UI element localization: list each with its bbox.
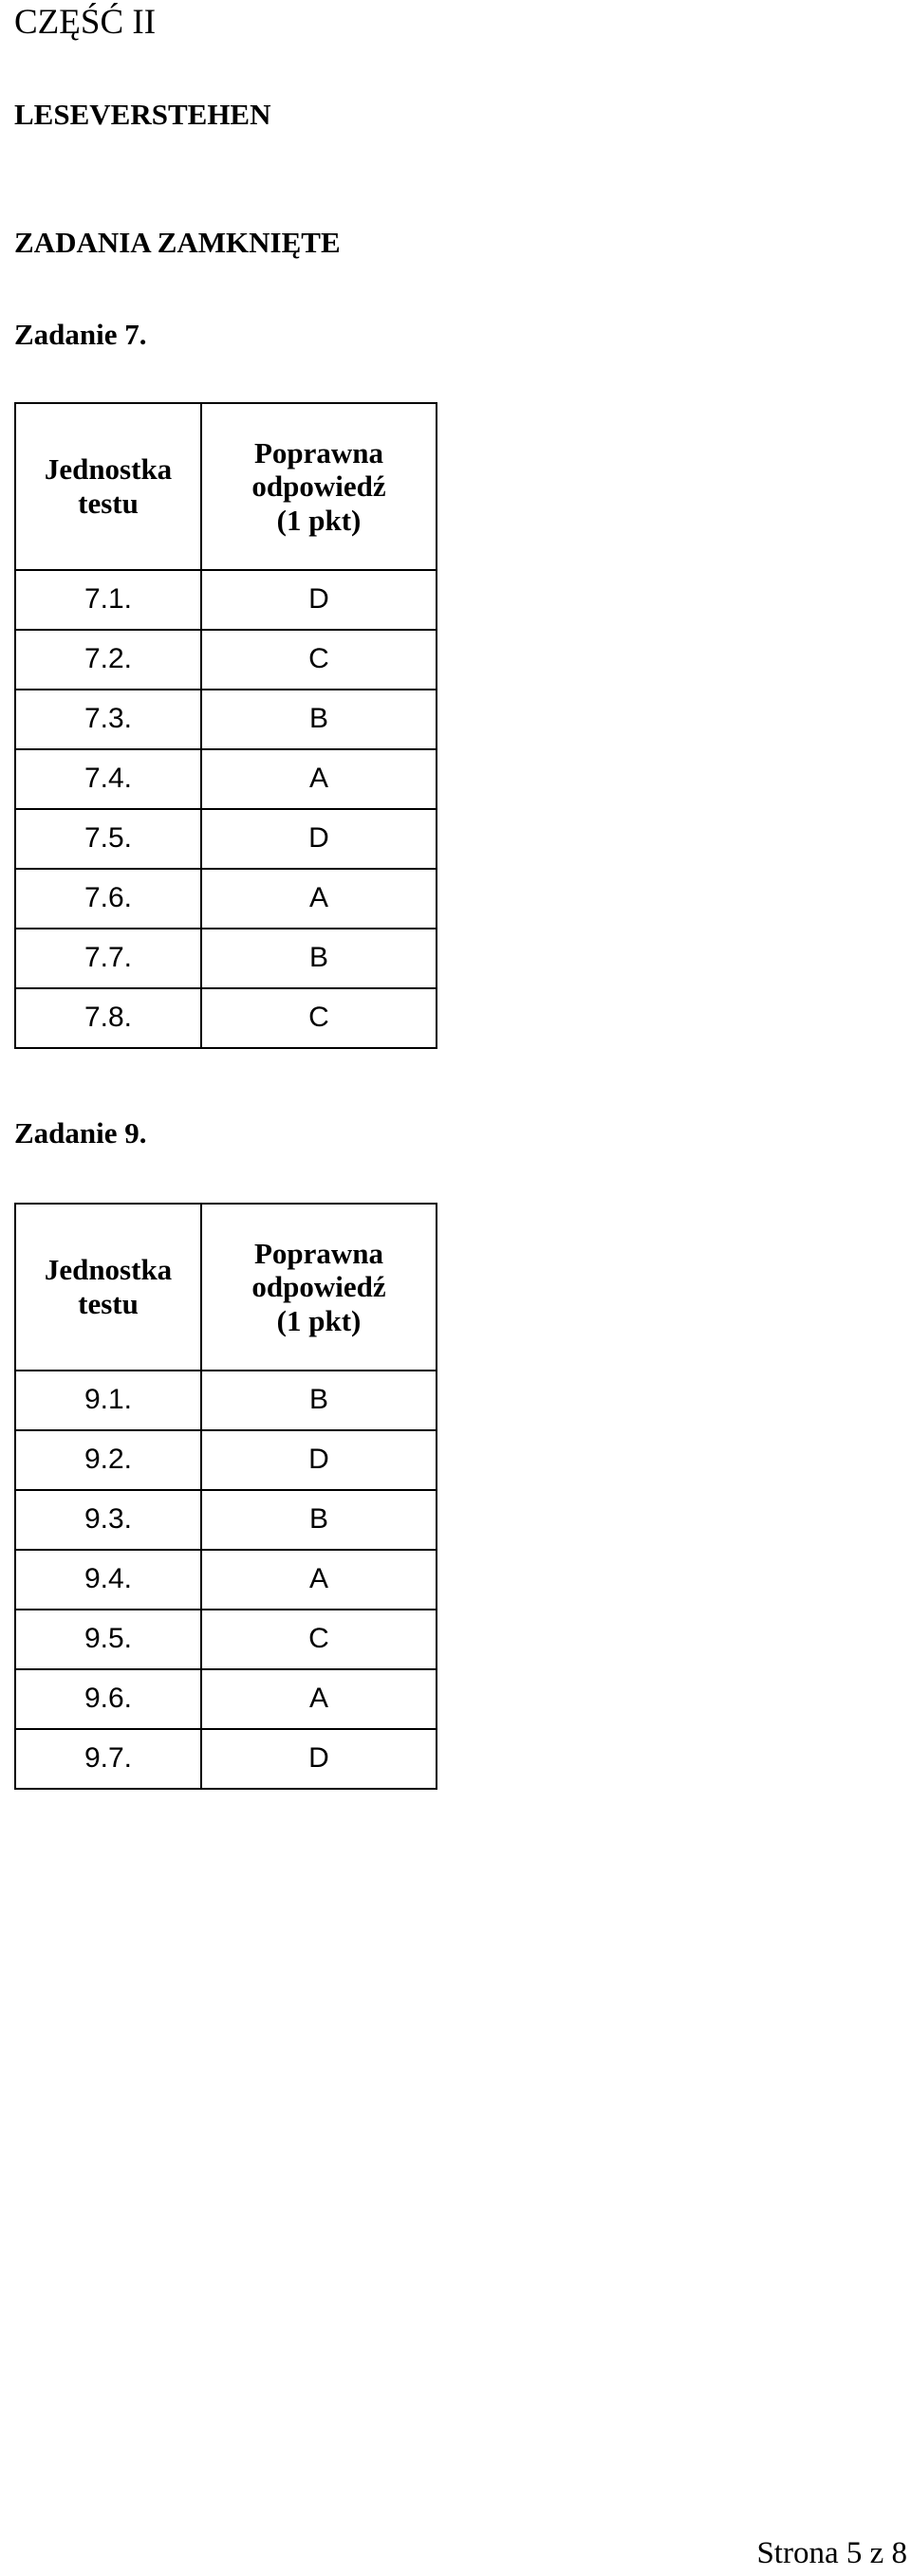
table-row: [15, 1490, 437, 1550]
table-row: [15, 749, 437, 809]
task-9-title: Zadanie 9.: [14, 1116, 147, 1150]
test-unit-cell: 7.6.: [15, 869, 201, 929]
task-7-title: Zadanie 7.: [14, 318, 147, 351]
answer-cell: D: [201, 809, 437, 869]
table-row: [15, 988, 437, 1048]
test-unit-cell: 9.2.: [15, 1430, 201, 1490]
test-unit-cell: 9.3.: [15, 1490, 201, 1550]
header-test-unit-label: Jednostka testu: [44, 452, 173, 520]
header-test-unit: [15, 1204, 201, 1371]
table-row: [15, 809, 437, 869]
test-unit-cell: 7.5.: [15, 809, 201, 869]
table-header-row: [15, 1204, 437, 1371]
table-row: [15, 1371, 437, 1430]
test-unit-cell: 7.2.: [15, 630, 201, 690]
task-7-answer-table: [14, 402, 437, 1049]
test-unit-cell: 7.1.: [15, 570, 201, 630]
answer-cell: A: [201, 1550, 437, 1610]
header-test-unit: [15, 403, 201, 570]
section-title: LESEVERSTEHEN: [14, 98, 271, 131]
page-number: Strona 5 z 8: [756, 2536, 907, 2570]
test-unit-cell: 9.4.: [15, 1550, 201, 1610]
table-row: [15, 570, 437, 630]
answer-cell: D: [201, 570, 437, 630]
header-correct-answer: [201, 403, 437, 570]
table-row: [15, 869, 437, 929]
answer-cell: A: [201, 869, 437, 929]
answer-cell: B: [201, 690, 437, 749]
table-row: [15, 690, 437, 749]
test-unit-cell: 9.6.: [15, 1669, 201, 1729]
table-header-row: [15, 403, 437, 570]
test-unit-cell: 9.7.: [15, 1729, 201, 1789]
test-unit-cell: 7.3.: [15, 690, 201, 749]
answer-cell: C: [201, 988, 437, 1048]
table-row: [15, 1550, 437, 1610]
table-row: [15, 1669, 437, 1729]
task-9-answer-table: [14, 1203, 437, 1790]
subsection-title: ZADANIA ZAMKNIĘTE: [14, 226, 341, 259]
answer-cell: A: [201, 749, 437, 809]
answer-cell: C: [201, 1610, 437, 1669]
answer-cell: B: [201, 1371, 437, 1430]
table-row: [15, 1430, 437, 1490]
table-row: [15, 1610, 437, 1669]
header-test-unit-label: Jednostka testu: [44, 1253, 173, 1320]
test-unit-cell: 7.4.: [15, 749, 201, 809]
header-correct-answer: [201, 1204, 437, 1371]
table-row: [15, 929, 437, 988]
header-correct-answer-label: Poprawna odpowiedź (1 pkt): [251, 1236, 386, 1337]
test-unit-cell: 9.5.: [15, 1610, 201, 1669]
answer-cell: C: [201, 630, 437, 690]
answer-cell: D: [201, 1430, 437, 1490]
table-row: [15, 630, 437, 690]
answer-cell: B: [201, 929, 437, 988]
test-unit-cell: 7.8.: [15, 988, 201, 1048]
table-row: [15, 1729, 437, 1789]
test-unit-cell: 9.1.: [15, 1371, 201, 1430]
test-unit-cell: 7.7.: [15, 929, 201, 988]
part-title: CZĘŚĆ II: [14, 3, 157, 42]
answer-cell: D: [201, 1729, 437, 1789]
answer-cell: B: [201, 1490, 437, 1550]
answer-cell: A: [201, 1669, 437, 1729]
header-correct-answer-label: Poprawna odpowiedź (1 pkt): [251, 435, 386, 537]
